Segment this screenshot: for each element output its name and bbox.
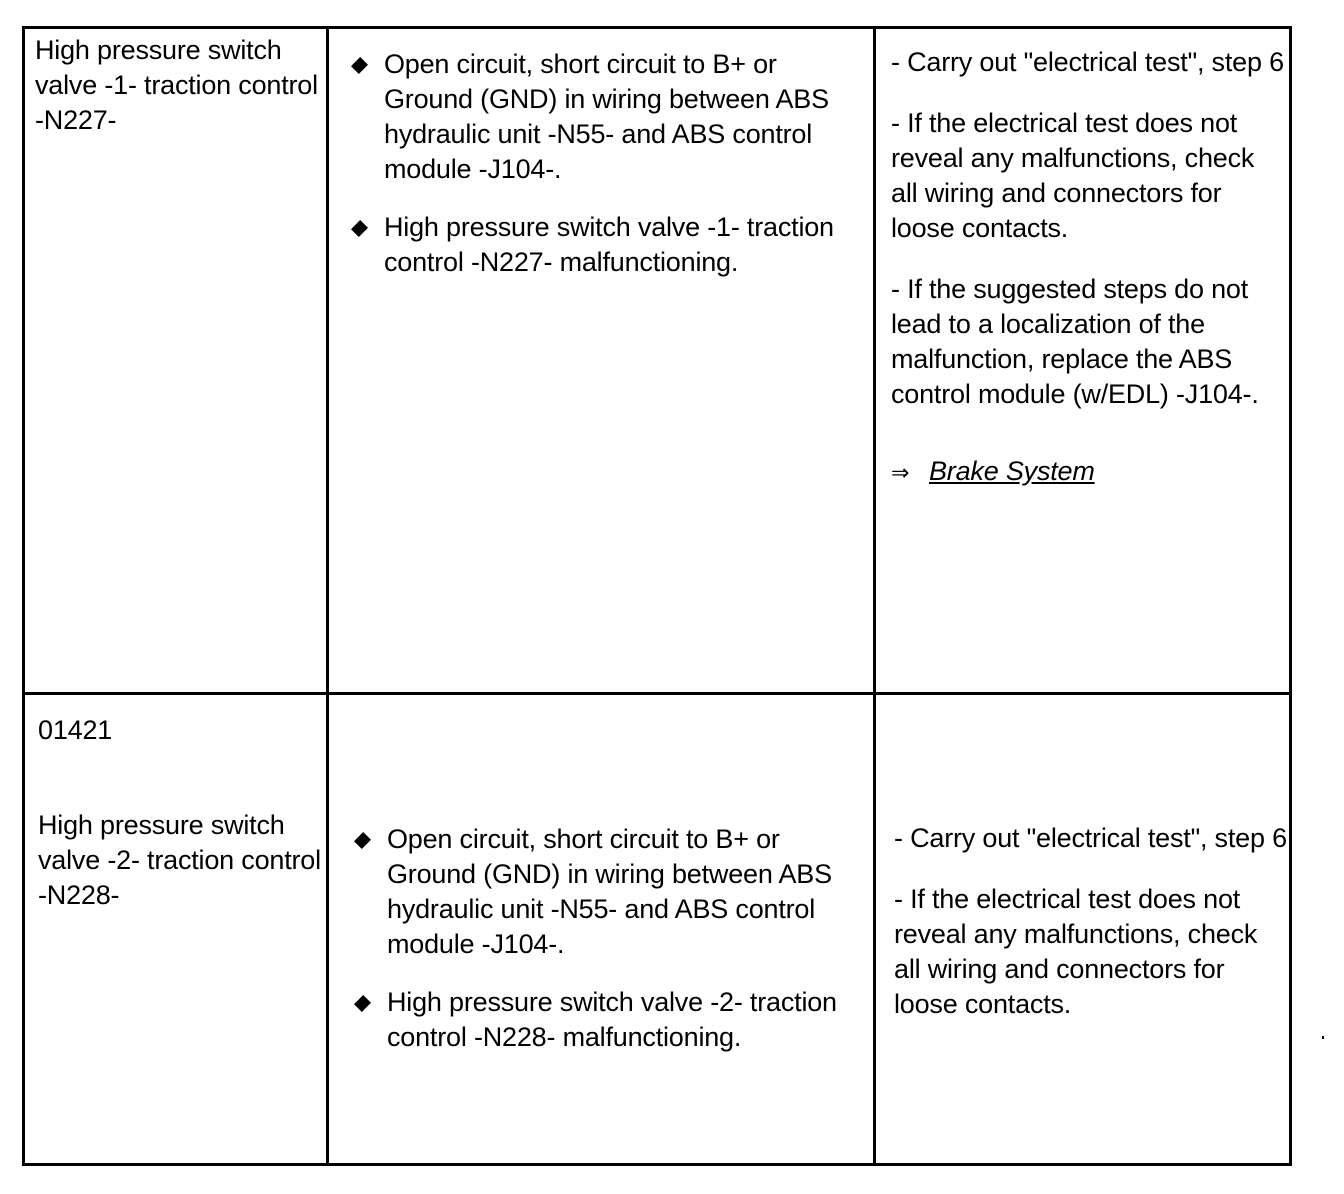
fault-code-table: [22, 26, 1292, 1166]
component-cell: [35, 33, 320, 138]
possible-causes-cell: [351, 47, 871, 303]
diamond-bullet-icon: [351, 57, 368, 74]
brake-system-link[interactable]: [891, 454, 1286, 490]
cause-item: [351, 210, 871, 280]
cause-item: [351, 47, 871, 187]
remedy-cell: [894, 821, 1289, 1048]
cause-text: High pressure switch valve -1- traction control -N227- malfunctioning.: [384, 212, 834, 277]
column-divider: [873, 29, 876, 692]
remedy-step: - Carry out "electrical test", step 6: [891, 47, 1284, 77]
fault-code: 01421: [38, 715, 113, 745]
remedy-step: - Carry out "electrical test", step 6: [894, 823, 1287, 853]
component-name: High pressure switch valve -2- traction control -N228-: [38, 810, 321, 910]
component-name: High pressure switch valve -1- traction control -N227-: [35, 35, 318, 135]
component-cell: [38, 713, 323, 913]
diamond-bullet-icon: [351, 220, 368, 237]
scan-mark: [1322, 1036, 1324, 1039]
cause-text: Open circuit, short circuit to B+ or Ground (GND) in wiring between ABS hydraulic unit -N55- and ABS control module -J104-.: [387, 824, 832, 959]
remedy-step: - If the suggested steps do not lead to a localization of the malfunction, replace the ABS control module (w/EDL) -J104-.: [891, 274, 1259, 409]
column-divider: [326, 29, 329, 692]
cause-text: High pressure switch valve -2- traction control -N228- malfunctioning.: [387, 987, 837, 1052]
remedy-cell: [891, 45, 1286, 490]
table-row: [25, 692, 1289, 1166]
remedy-step: - If the electrical test does not reveal any malfunctions, check all wiring and connectors for loose contacts.: [891, 108, 1255, 243]
link-text[interactable]: Brake System: [929, 456, 1095, 486]
diamond-bullet-icon: [354, 995, 371, 1012]
cause-item: [354, 822, 874, 962]
diamond-bullet-icon: [354, 832, 371, 849]
remedy-step: - If the electrical test does not reveal any malfunctions, check all wiring and connectors for loose contacts.: [894, 884, 1258, 1019]
double-arrow-right-icon: ⇒: [891, 460, 910, 485]
column-divider: [326, 695, 329, 1166]
cause-text: Open circuit, short circuit to B+ or Ground (GND) in wiring between ABS hydraulic unit -N55- and ABS control module -J104-.: [384, 49, 829, 184]
table-row: [25, 29, 1289, 692]
cause-item: [354, 985, 874, 1055]
possible-causes-cell: [354, 822, 874, 1078]
